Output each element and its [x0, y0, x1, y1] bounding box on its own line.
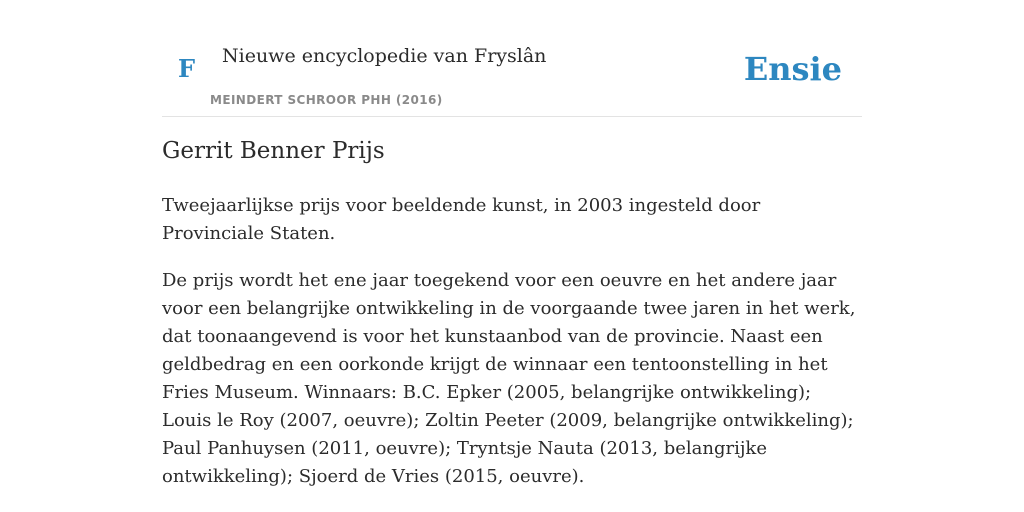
article-title: Gerrit Benner Prijs: [162, 138, 385, 164]
ensie-logo-link[interactable]: Ensie: [743, 50, 842, 88]
book-logo-icon[interactable]: F: [178, 54, 196, 83]
article-paragraph: De prijs wordt het ene jaar toegekend voor een oeuvre en het andere jaar voor een belangrijke ontwikkeling in de voorgaande twee jaren in het werk, dat toonaangevend is voor het kunstaanbod van de provincie. Naast een geldbedrag en een oorkonde krijgt de winnaar een tentoonstelling in het Fries Museum. Winnaars: B.C. Epker (2005, belangrijke ontwikkeling); Louis le Roy (2007, oeuvre); Zoltin Peeter (2009, belangrijke ontwikkeling); Paul Panhuysen (2011, oeuvre); Tryntsje Nauta (2013, belangrijke ontwikkeling); Sjoerd de Vries (2015, oeuvre).: [162, 270, 856, 487]
article: [162, 138, 862, 510]
article-paragraph: Tweejaarlijkse prijs voor beeldende kunst, in 2003 ingesteld door Provinciale Staten.: [162, 195, 761, 244]
header: [162, 0, 862, 117]
author-credit: MEINDERT SCHROOR PHH (2016): [210, 93, 443, 107]
book-title-link[interactable]: Nieuwe encyclopedie van Fryslân: [222, 45, 547, 67]
